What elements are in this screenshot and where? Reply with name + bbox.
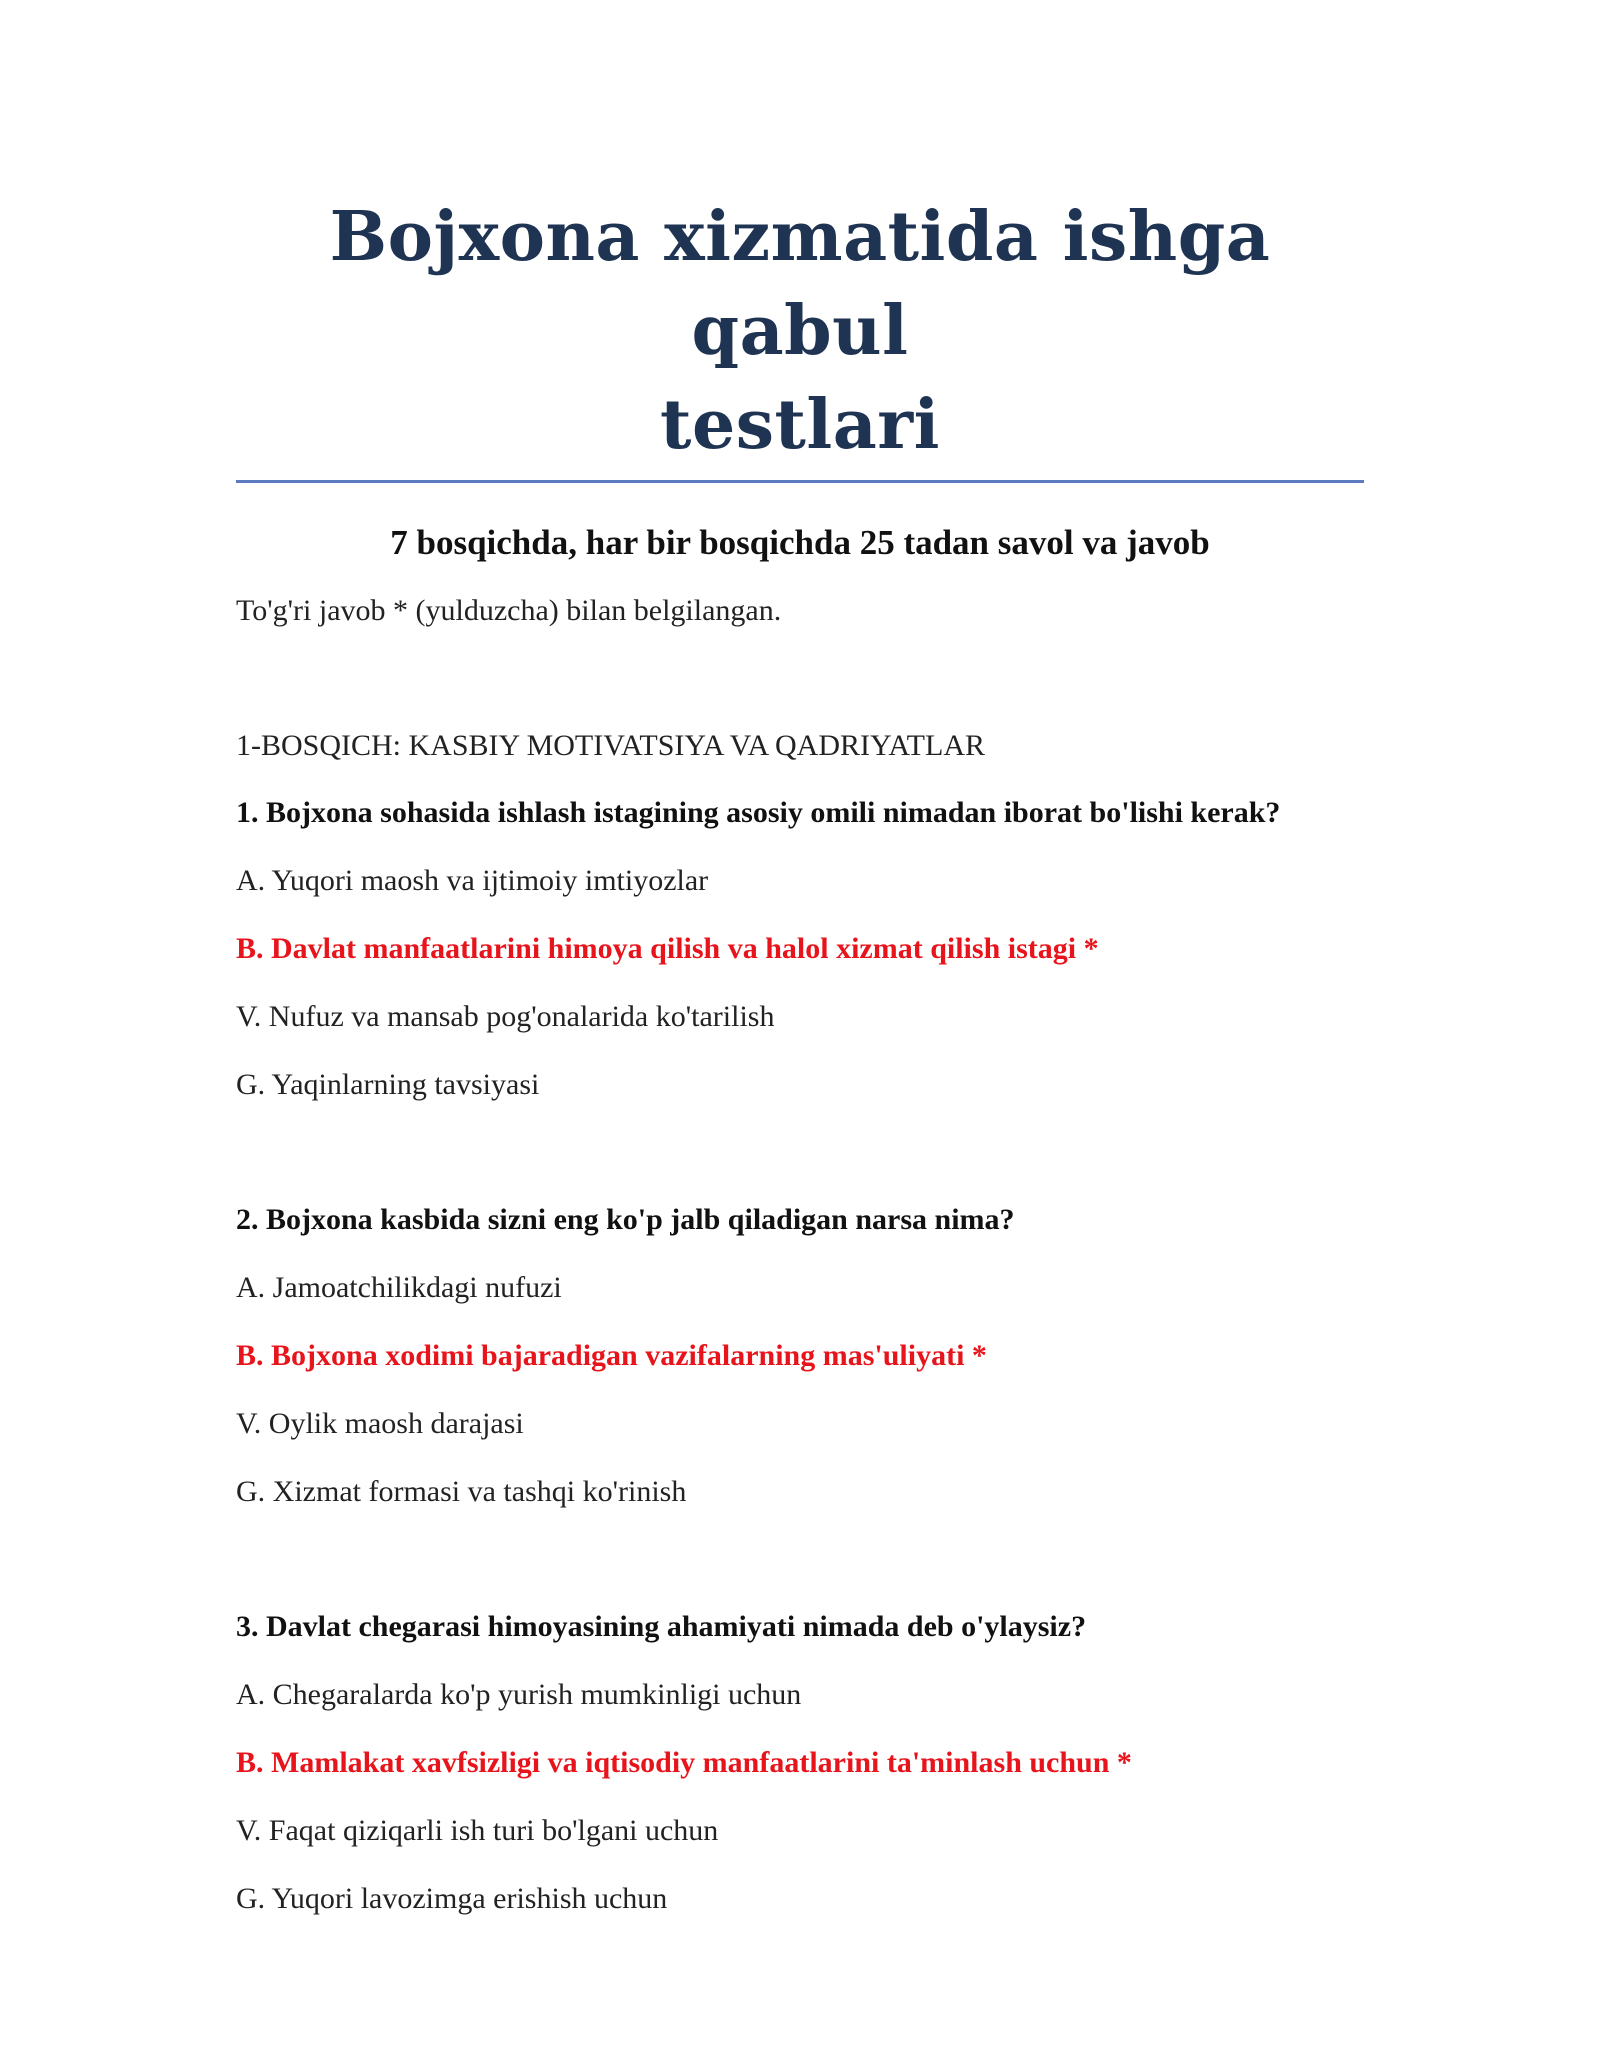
option-v: V. Nufuz va mansab pog'onalarida ko'tarilish — [236, 1000, 775, 1033]
question-block-3 — [236, 1607, 1364, 1919]
question-text: 2. Bojxona kasbida sizni eng ko'p jalb qiladigan narsa nima? — [236, 1203, 1015, 1236]
title-line-2: testlari — [660, 385, 940, 465]
option-a: A. Jamoatchilikdagi nufuzi — [236, 1271, 562, 1304]
document-page — [236, 190, 1364, 1919]
option-b-correct: B. Mamlakat xavfsizligi va iqtisodiy manfaatlarini ta'minlash uchun * — [236, 1746, 1132, 1779]
document-title — [236, 190, 1364, 472]
question-text: 1. Bojxona sohasida ishlash istagining asosiy omili nimadan iborat bo'lishi kerak? — [236, 796, 1281, 829]
question-text: 3. Davlat chegarasi himoyasining ahamiyati nimada deb o'ylaysiz? — [236, 1610, 1087, 1643]
stage-heading: 1-BOSQICH: KASBIY MOTIVATSIYA VA QADRIYATLAR — [236, 729, 985, 762]
question-block-1 — [236, 793, 1364, 1105]
answer-key-note: To'g'ri javob * (yulduzcha) bilan belgilangan. — [236, 594, 782, 627]
title-divider — [236, 480, 1364, 483]
option-b-correct: B. Bojxona xodimi bajaradigan vazifalarning mas'uliyati * — [236, 1339, 987, 1372]
question-block-2 — [236, 1200, 1364, 1512]
option-v: V. Oylik maosh darajasi — [236, 1407, 524, 1440]
document-subtitle: 7 bosqichda, har bir bosqichda 25 tadan savol va javob — [390, 523, 1210, 562]
option-g: G. Yuqori lavozimga erishish uchun — [236, 1882, 668, 1915]
option-g: G. Xizmat formasi va tashqi ko'rinish — [236, 1475, 687, 1508]
option-g: G. Yaqinlarning tavsiyasi — [236, 1068, 540, 1101]
option-a: A. Yuqori maosh va ijtimoiy imtiyozlar — [236, 864, 709, 897]
option-a: A. Chegaralarda ko'p yurish mumkinligi uchun — [236, 1678, 802, 1711]
option-v: V. Faqat qiziqarli ish turi bo'lgani uchun — [236, 1814, 719, 1847]
title-line-1: Bojxona xizmatida ishga qabul — [329, 197, 1271, 371]
option-b-correct: B. Davlat manfaatlarini himoya qilish va halol xizmat qilish istagi * — [236, 932, 1099, 965]
